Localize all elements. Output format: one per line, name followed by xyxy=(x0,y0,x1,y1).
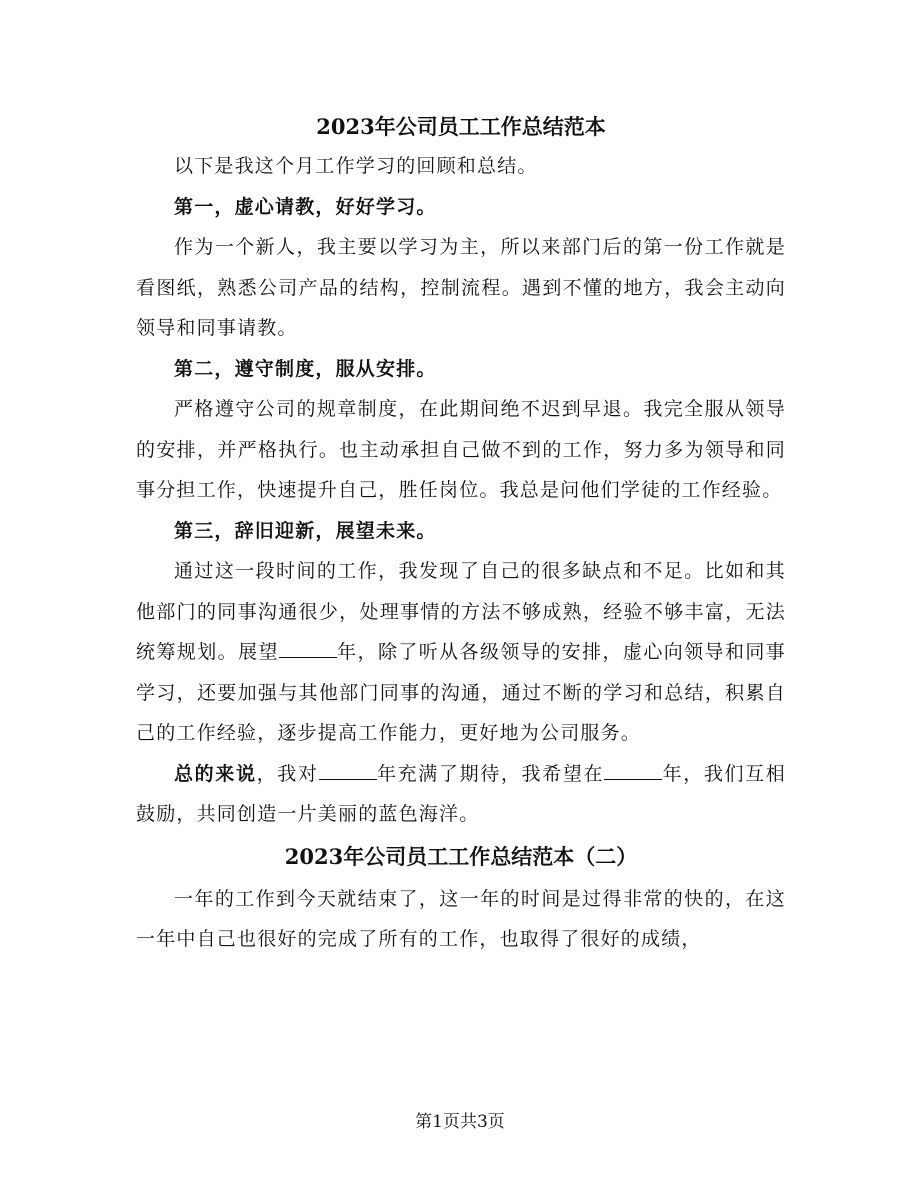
second-document-body: 一年的工作到今天就结束了，这一年的时间是过得非常的快的，在这一年中自己也很好的完成了所有的工作，也取得了很好的成绩， xyxy=(136,887,786,950)
section-2-body: 严格遵守公司的规章制度，在此期间绝不迟到早退。我完全服从领导的安排，并严格执行。也主动承担自己做不到的工作，努力多为领导和同事分担工作，快速提升自己，胜任岗位。我总是问他们学徒的工作经验。 xyxy=(136,398,786,501)
section-1-heading: 第一，虚心请教，好好学习。 xyxy=(174,195,437,218)
section-3-text-part1: 通过这一段时间的工作，我发现了自己的很多缺点和不足。比如和其他部门的同事沟通很少，处理事情的方法不够成熟，经验不够丰富，无法统筹规划。展望 xyxy=(136,560,786,663)
document-body xyxy=(136,108,786,960)
year-blank xyxy=(319,763,377,780)
section-3-body xyxy=(136,551,786,754)
conclusion-text-part2: 年充满了期待，我希望在 xyxy=(376,762,605,785)
year-blank xyxy=(604,763,662,780)
conclusion-text-part3: 年，我们互相鼓励，共同创造一片美丽的蓝色海洋。 xyxy=(136,762,787,825)
section-2-heading: 第二，遵守制度，服从安排。 xyxy=(174,357,437,380)
section-3-text-part2: 年，除了听从各级领导的安排，虚心向领导和同事学习，还要加强与其他部门同事的沟通，通过不断的学习和总结，积累自己的工作经验，逐步提高工作能力，更好地为公司服务。 xyxy=(136,641,787,744)
document-title: 2023年公司员工工作总结范本 xyxy=(316,114,606,139)
conclusion-paragraph xyxy=(136,754,786,835)
page-footer: 第1页共3页 xyxy=(415,1112,505,1132)
intro-paragraph: 以下是我这个月工作学习的回顾和总结。 xyxy=(174,155,538,177)
conclusion-lead: 总的来说 xyxy=(174,762,257,785)
second-document-title: 2023年公司员工工作总结范本（二） xyxy=(284,843,638,869)
section-3-heading: 第三，辞旧迎新，展望未来。 xyxy=(174,519,437,542)
section-1-body: 作为一个新人，我主要以学习为主，所以来部门后的第一份工作就是看图纸，熟悉公司产品的结构，控制流程。遇到不懂的地方，我会主动向领导和同事请教。 xyxy=(136,236,786,339)
year-blank xyxy=(279,641,337,658)
conclusion-text-part1: ，我对 xyxy=(256,762,319,785)
